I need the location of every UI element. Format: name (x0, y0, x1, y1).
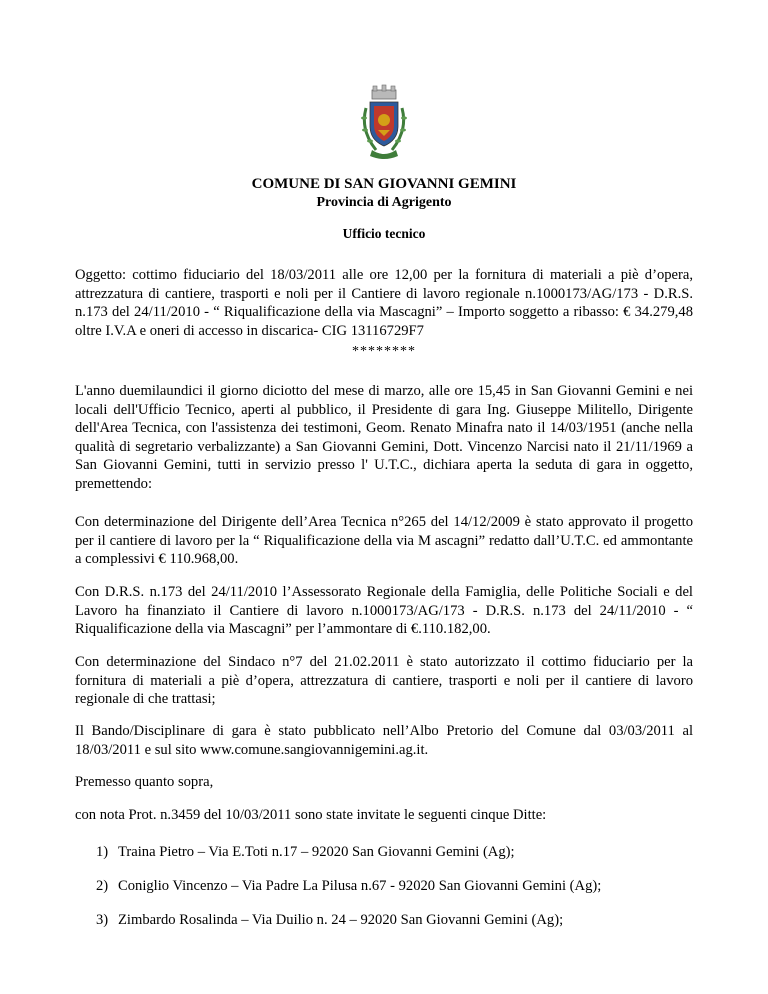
province-subtitle: Provincia di Agrigento (316, 195, 452, 210)
list-item (96, 911, 696, 930)
list-item-text: Traina Pietro – Via E.Toti n.17 – 92020 San Giovanni Gemini (Ag); (118, 844, 515, 860)
subject-paragraph: Oggetto: cottimo fiduciario del 18/03/2011 alle ore 12,00 per la fornitura di materiali a piè d’opera, attrezzatura di cantiere, trasporti e noli per il Cantiere di lavoro regionale n.1000173/AG/173 - D.R.S. n.173 del 24/11/2010 - “ Riqualificazione della via Mascagni” – Importo soggetto a ribasso: € 34.279,48 oltre I.V.A e oneri di accesso in discarica- CIG 13116729F7 (75, 267, 693, 339)
body-paragraph-6: Premesso quanto sopra, (75, 774, 214, 790)
office-name: Ufficio tecnico (342, 226, 426, 241)
body-paragraph-5: Il Bando/Disciplinare di gara è stato pubblicato nell’Albo Pretorio del Comune dal 03/03/2011 al 18/03/2011 e sul sito www.comune.sangiovannigemini.ag.it. (75, 723, 693, 758)
coat-of-arms-icon (352, 84, 416, 164)
separator: ******** (352, 344, 416, 359)
list-item-number: 2) (96, 878, 109, 894)
body-paragraph-2: Con determinazione del Dirigente dell’Area Tecnica n°265 del 14/12/2009 è stato approvato il progetto per il cantiere di lavoro per la “ Riqualificazione della via M ascagni” redatto dall’U.T.C. ed ammontante a complessivi € 110.968,00. (75, 514, 693, 567)
list-item-text: Zimbardo Rosalinda – Via Duilio n. 24 – 92020 San Giovanni Gemini (Ag); (118, 912, 564, 928)
list-item-text: Coniglio Vincenzo – Via Padre La Pilusa n.67 - 92020 San Giovanni Gemini (Ag); (118, 878, 602, 894)
body-paragraph-1: L'anno duemilaundici il giorno diciotto del mese di marzo, alle ore 15,45 in San Giovanni Gemini e nei locali dell'Ufficio Tecnico, aperti al pubblico, il Presidente di gara Ing. Giuseppe Militello, Dirigente dell'Area Tecnica, con l'assistenza dei testimoni, Geom. Renato Minafra nato il 14/03/1951 (anche nella qualità di segretario verbalizzante) a San Giovanni Gemini, Dott. Vincenzo Narcisi nato il 21/11/1969 a San Giovanni Gemini, tutti in servizio presso l' U.T.C., dichiara aperta la seduta di gara in oggetto, premettendo: (75, 383, 693, 492)
list-item (96, 843, 696, 862)
list-item-number: 3) (96, 912, 109, 928)
body-paragraph-7: con nota Prot. n.3459 del 10/03/2011 sono state invitate le seguenti cinque Ditte: (75, 807, 547, 823)
municipality-title: COMUNE DI SAN GIOVANNI GEMINI (251, 176, 517, 192)
list-item-number: 1) (96, 844, 109, 860)
body-paragraph-4: Con determinazione del Sindaco n°7 del 21.02.2011 è stato autorizzato il cottimo fiduciario per la fornitura di materiali a piè d’opera, attrezzatura di cantiere, trasporti e noli per il cantiere di lavoro regionale di che trattasi; (75, 654, 693, 707)
body-paragraph-3: Con D.R.S. n.173 del 24/11/2010 l’Assessorato Regionale della Famiglia, delle Politiche Sociali e del Lavoro ha finanziato il Cantiere di lavoro n.1000173/AG/173 - D.R.S. n.173 del 24/11/2010 - “ Riqualificazione della via Mascagni” per l’ammontare di €.110.182,00. (75, 584, 693, 637)
list-item (96, 877, 696, 896)
